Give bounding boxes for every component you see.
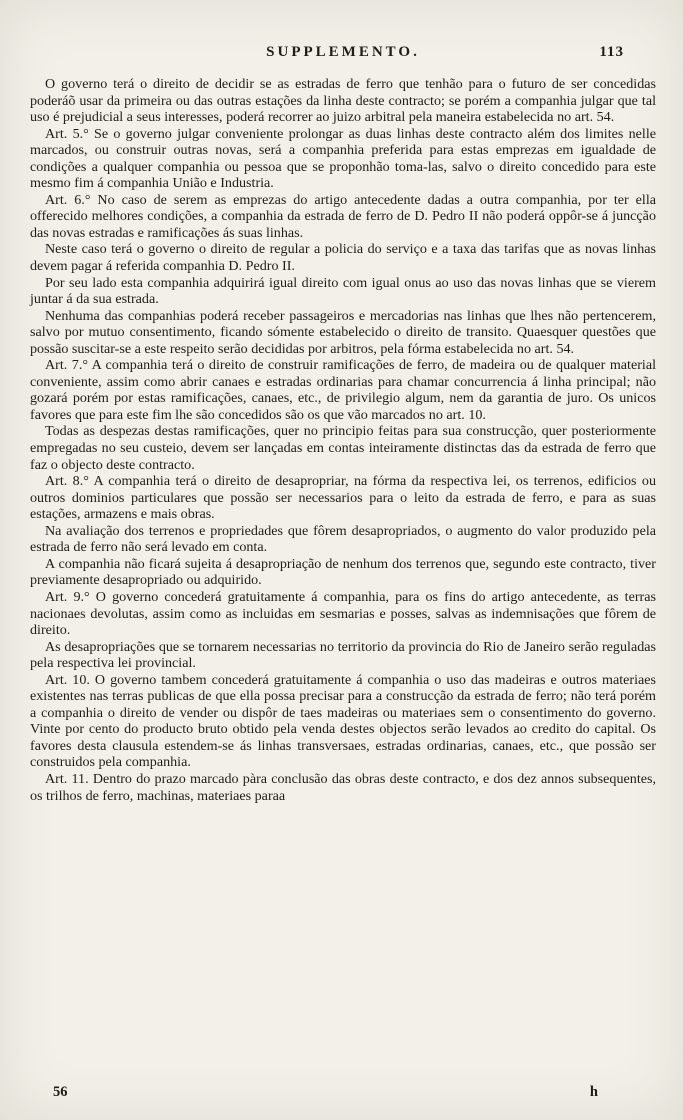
paragraph: Art. 6.° No caso de serem as emprezas do artigo antecedente dadas a outra companhia, por ter ella offerecido melhores condições, a companhia da estrada de ferro de D. Pedro II não poderá oppôr-se á juncção das novas estradas e ramificações ás suas linhas. [30, 191, 656, 241]
page-number: 113 [599, 44, 624, 60]
paragraph: Art. 8.° A companhia terá o direito de desapropriar, na fórma da respectiva lei, os terrenos, edificios ou outros dominios particulares que possão ser necessarios para o leito da estrada de ferro, e para as suas estações, armazens e mais obras. [30, 473, 656, 523]
paragraph: Art. 10. O governo tambem concederá gratuitamente á companhia o uso das madeiras e outros materiaes existentes nas terras publicas de que ella possa precisar para a construcção da estrada de ferro; não terá porém a companhia o direito de vender ou dispôr de taes madeiras ou materiaes sem o consentimento do governo. Vinte por cento do producto bruto obtido pela venda destes objectos serão levados ao credito do capital. Os favores desta clausula estendem-se ás linhas transversaes, estradas ordinarias, canaes, etc., que possão ser construidos pela companhia. [30, 671, 656, 771]
signature-number: 56 [53, 1084, 68, 1100]
paragraph: Todas as despezas destas ramificações, quer no principio feitas para sua construcção, quer posteriormente empregadas no seu custeio, devem ser lançadas em contas inteiramente distinctas das da estrada de ferro que faz o objecto deste contracto. [30, 423, 656, 473]
paragraph: Art. 11. Dentro do prazo marcado pàra conclusão das obras deste contracto, e dos dez annos subsequentes, os trilhos de ferro, machinas, materiaes paraa [30, 770, 656, 804]
paragraph: O governo terá o direito de decidir se as estradas de ferro que tenhão para o futuro de ser concedidas poderáõ usar da primeira ou das outras estações da linha deste contracto; se porém a companhia julgar que tal uso é prejudicial a seus interesses, poderá recorrer ao juizo arbitral pela maneira estabelecida no art. 54. [30, 76, 656, 126]
paragraph: Por seu lado esta companhia adquirirá igual direito com igual onus ao uso das novas linhas que se vierem juntar á da sua estrada. [30, 274, 656, 308]
paragraph: Nenhuma das companhias poderá receber passageiros e mercadorias nas linhas que lhes não pertencerem, salvo por mutuo consentimento, ficando sómente estabelecido o direito de transito. Quaesquer questões que possão suscitar-se a este respeito serão decididas por arbitros, pela fórma estabelecida no art. 54. [30, 307, 656, 357]
page-footer [0, 1084, 683, 1102]
paragraph: Art. 9.° O governo concederá gratuitamente á companhia, para os fins do artigo antecedente, as terras nacionaes devolutas, assim como as incluidas em sesmarias e posses, salvas as indemnisações que fôrem de direito. [30, 588, 656, 639]
catchword: h [589, 1084, 598, 1100]
page-header [30, 44, 656, 68]
paragraph: Art. 5.° Se o governo julgar conveniente prolongar as duas linhas deste contracto além dos limites nelle marcados, ou construir outras novas, será a companhia preferida para estas emprezas em igualdade de condições a qualquer companhia ou pessoa que se proponhão toma-las, salvo o direito concedido para este mesmo fim á companhia União e Industria. [30, 125, 656, 192]
paragraph: A companhia não ficará sujeita á desapropriação de nenhum dos terrenos que, segundo este contracto, tiver previamente desapropriado ou adquirido. [30, 555, 656, 589]
running-title: SUPPLEMENTO. [266, 44, 420, 60]
paragraph: As desapropriações que se tornarem necessarias no territorio da provincia do Rio de Janeiro serão reguladas pela respectiva lei provincial. [30, 638, 656, 672]
paragraph: Neste caso terá o governo o direito de regular a policia do serviço e a taxa das tarifas que as novas linhas devem pagar á referida companhia D. Pedro II. [30, 241, 656, 275]
paragraph: Na avaliação dos terrenos e propriedades que fôrem desapropriados, o augmento do valor produzido pela estrada de ferro não será levado em conta. [30, 522, 656, 556]
paragraph: Art. 7.° A companhia terá o direito de construir ramificações de ferro, de madeira ou de qualquer material conveniente, assim como abrir canaes e estradas ordinarias para chamar concurrencia á linha principal; não gozará porém por estas ramificações, canaes, etc., de privilegio algum, nem da garantia de juro. Os unicos favores que para este fim lhe são concedidos são os que vão marcados no art. 10. [30, 357, 656, 423]
document-body [30, 76, 656, 804]
